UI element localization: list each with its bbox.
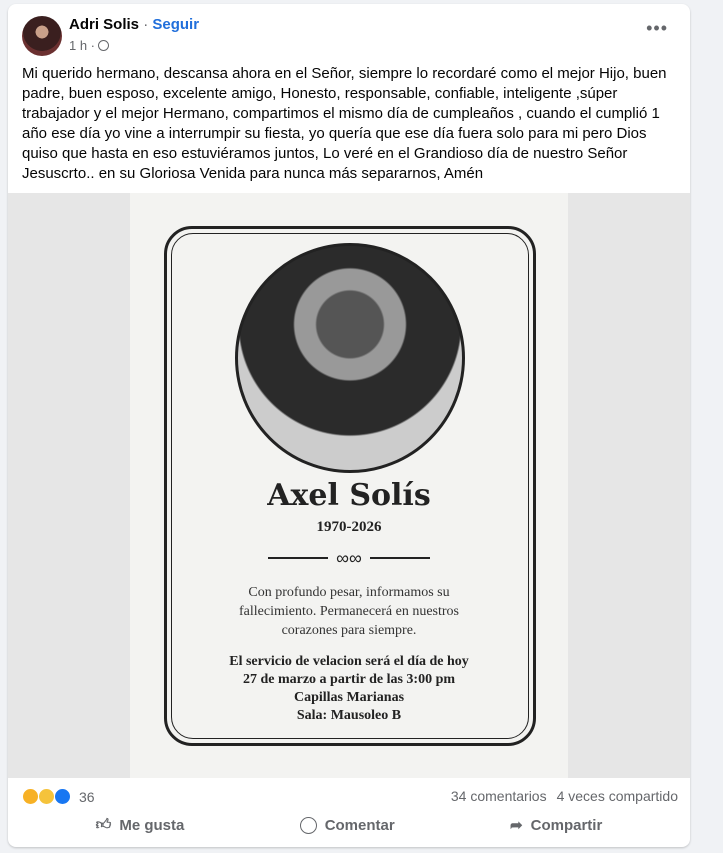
message-line: fallecimiento. Permanecerá en nuestros (238, 604, 459, 619)
post-meta (69, 38, 109, 53)
share-icon: ➦ (510, 817, 523, 834)
ornament-icon: ∞∞ (336, 547, 362, 568)
service-line: El servicio de velacion será el día de hoy (229, 654, 469, 669)
reaction-count: 36 (79, 788, 95, 805)
poster-message (130, 583, 568, 640)
post-stats (22, 788, 678, 805)
memorial-poster (130, 193, 568, 778)
comment-icon (300, 817, 317, 834)
post-text: Mi querido hermano, descansa ahora en el Señor, siempre lo recordaré como el mejor Hijo, buen padre, buen esposo, excelente amigo, Honesto, responsable, confiable, inteligente ,súper trabajador y el mejor Hermano, compartimos el mismo día de cumpleaños , cuando el cumplió 1 año ese día yo vine a interrumpir su fiesta, yo quería que ese día fuera solo para mi pero Dios quiso que hasta en eso estuviéramos juntos, Lo veré en el Grandioso día de nuestro Señor Jesuscrto.. en su Gloriosa Venida para nunca más separarnos, Amén (22, 65, 667, 182)
thumbs-up-icon: 👍︎ (95, 816, 112, 833)
comment-label: Comentar (324, 816, 395, 834)
service-info (130, 653, 568, 725)
service-line: Sala: Mausoleo B (296, 708, 402, 723)
like-reaction-icon (54, 788, 71, 805)
action-bar (8, 810, 690, 840)
post-image[interactable] (8, 193, 690, 778)
post-header (69, 16, 199, 33)
separator: · (143, 16, 149, 33)
service-line: Capillas Marianas (293, 690, 405, 705)
follow-button[interactable]: Seguir (152, 16, 200, 33)
portrait-photo (235, 243, 465, 473)
post-card (8, 4, 690, 847)
sad-reaction-icon (38, 788, 55, 805)
care-reaction-icon (22, 788, 39, 805)
reactions-summary[interactable] (22, 788, 95, 805)
deceased-name: Axel Solís (267, 478, 431, 513)
like-button[interactable] (76, 810, 205, 840)
share-label: Compartir (530, 816, 603, 834)
message-line: corazones para siempre. (281, 623, 417, 638)
message-line: Con profundo pesar, informamos su (248, 585, 450, 600)
like-label: Me gusta (119, 816, 185, 834)
author-name[interactable]: Adri Solis (69, 16, 140, 33)
more-options-icon[interactable]: ••• (646, 18, 668, 38)
avatar[interactable] (22, 16, 62, 56)
share-button[interactable] (490, 810, 622, 840)
timestamp[interactable]: 1 h · (69, 38, 96, 53)
comment-button[interactable] (280, 810, 415, 840)
service-line: 27 de marzo a partir de las 3:00 pm (242, 672, 456, 687)
comments-count[interactable]: 34 comentarios (450, 788, 547, 804)
ornament-divider (230, 548, 468, 568)
shares-count[interactable]: 4 veces compartido (556, 788, 678, 804)
globe-icon (98, 40, 109, 51)
life-dates: 1970-2026 (316, 519, 382, 535)
